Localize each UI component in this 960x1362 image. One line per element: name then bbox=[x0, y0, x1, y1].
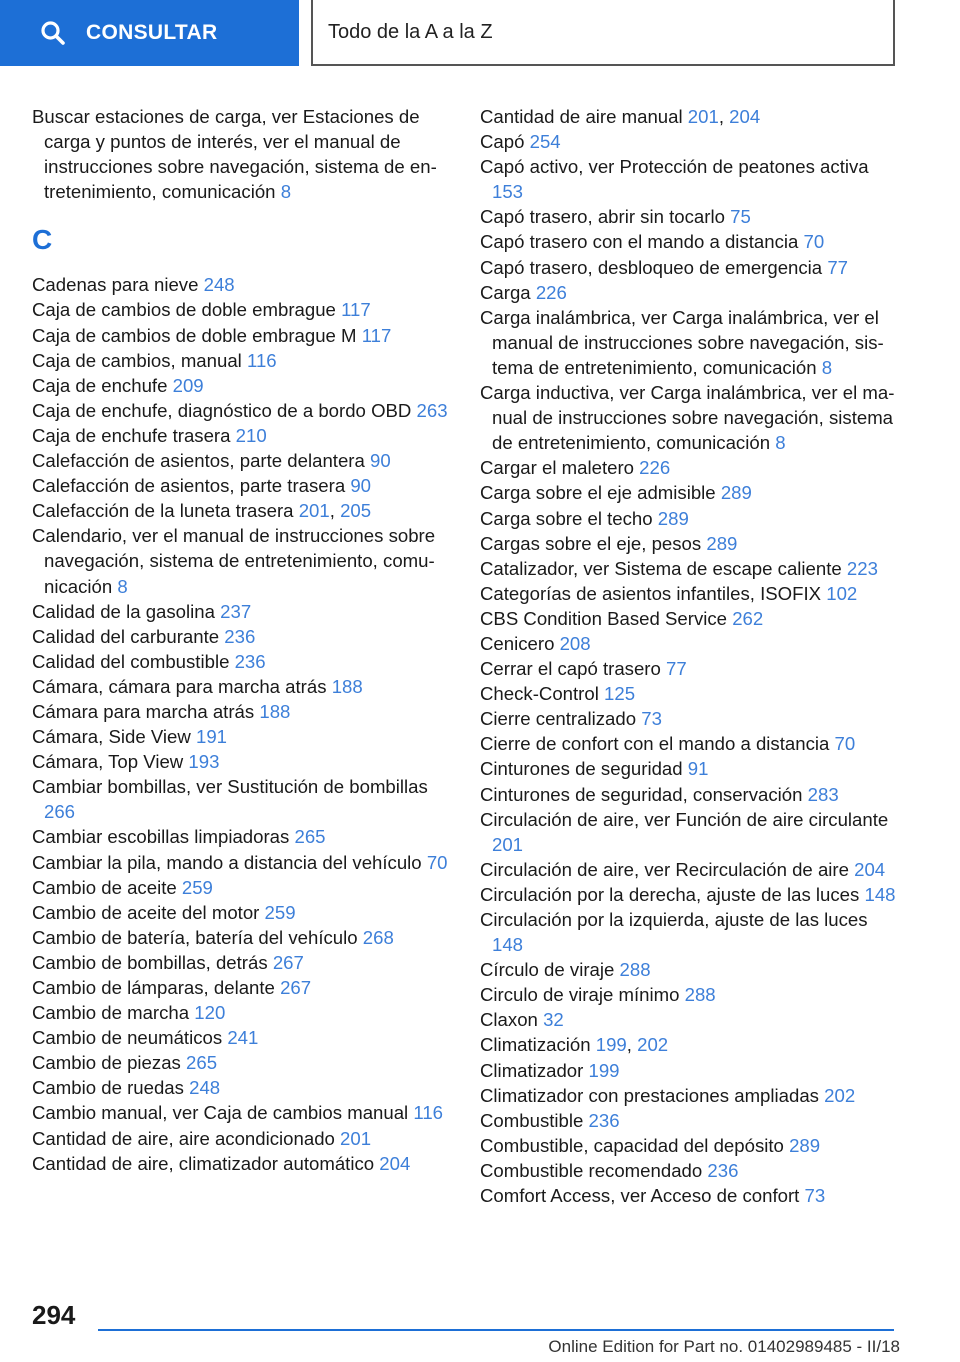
index-entry-text: Calidad del carburante bbox=[32, 625, 220, 647]
page-link[interactable]: 90 bbox=[370, 450, 391, 472]
index-entry bbox=[32, 875, 452, 900]
index-entry-text: Cambio de piezas bbox=[32, 1052, 181, 1074]
page-link[interactable]: 236 bbox=[224, 625, 256, 647]
index-entry-text: Cambio de lámparas, delante bbox=[32, 977, 275, 998]
page-link[interactable]: 153 bbox=[492, 181, 524, 203]
index-entry-text: Capó trasero, desbloqueo de emergencia bbox=[480, 256, 823, 278]
index-entry bbox=[480, 1083, 900, 1108]
index-entry bbox=[480, 280, 900, 305]
page-link[interactable]: 208 bbox=[559, 632, 591, 654]
tab-todo-a-z-label: Todo de la A a la Z bbox=[328, 20, 493, 43]
page-link[interactable]: 117 bbox=[341, 299, 371, 321]
index-entry-text: Claxon bbox=[480, 1009, 538, 1031]
index-entry-text: Cerrar el capó trasero bbox=[480, 658, 661, 680]
index-entry-text: Comfort Access, ver Acceso de confort bbox=[480, 1185, 800, 1207]
page-link[interactable]: 8 bbox=[821, 356, 833, 378]
page-number: 294 bbox=[32, 1300, 76, 1330]
index-entry-text: Combustible, capacidad del depósito bbox=[480, 1134, 784, 1156]
page-link[interactable]: 201 bbox=[340, 1127, 372, 1149]
page-link[interactable]: 259 bbox=[181, 876, 213, 898]
page-link[interactable]: 70 bbox=[426, 851, 448, 873]
index-entry-text: Circulación de aire, ver Función de aire circulante bbox=[480, 808, 889, 830]
page-link[interactable]: 262 bbox=[732, 607, 764, 629]
index-entry-text: Cambio de batería, batería del vehículo bbox=[32, 926, 358, 948]
index-entry bbox=[32, 975, 452, 1000]
index-entry bbox=[480, 656, 900, 681]
page-link[interactable]: 8 bbox=[280, 181, 292, 203]
page-link[interactable]: 265 bbox=[294, 826, 326, 848]
page-link[interactable]: 8 bbox=[117, 575, 128, 597]
index-entry bbox=[32, 624, 452, 649]
index-entry-text: Cambio de marcha bbox=[32, 1002, 190, 1024]
index-entry bbox=[480, 480, 900, 505]
index-entry bbox=[32, 1050, 452, 1075]
page-link[interactable]: 205 bbox=[340, 500, 372, 522]
index-entry: Climatización 199, 202 bbox=[480, 1034, 669, 1056]
index-entry bbox=[32, 523, 452, 598]
index-entry-text: Cambio manual, ver Caja de cambios manual bbox=[32, 1102, 409, 1124]
index-entry bbox=[32, 1025, 452, 1050]
index-entry-text: Caja de enchufe, diagnóstico de a bordo OBD bbox=[32, 399, 412, 421]
index-entry bbox=[32, 674, 452, 699]
index-entry-text: Carga sobre el eje admisible bbox=[480, 482, 716, 504]
index-entry bbox=[480, 506, 900, 531]
page-link[interactable]: 90 bbox=[350, 475, 372, 497]
index-entry bbox=[480, 229, 900, 254]
page-link[interactable]: 91 bbox=[687, 758, 709, 780]
index-entry-text: Cargas sobre el eje, pesos bbox=[480, 532, 702, 554]
index-entry bbox=[32, 1075, 452, 1100]
index-entry bbox=[480, 807, 900, 857]
index-entry bbox=[32, 599, 452, 624]
page-link[interactable]: 148 bbox=[492, 934, 524, 956]
page-link[interactable]: 116 bbox=[413, 1102, 444, 1124]
index-entry-text: Cámara, Top View bbox=[32, 751, 184, 773]
index-entry bbox=[480, 1058, 900, 1083]
index-entry-text: Cámara, cámara para marcha atrás bbox=[32, 675, 327, 697]
index-entry-text: Calefacción de asientos, parte trasera bbox=[32, 475, 346, 497]
index-entry-text: Cenicero bbox=[480, 632, 555, 654]
index-entry bbox=[32, 950, 452, 975]
page-link[interactable]: 201 bbox=[687, 106, 719, 127]
index-entry-text: Cambio de aceite del motor bbox=[32, 901, 260, 923]
page-link[interactable]: 117 bbox=[361, 324, 392, 346]
index-entry-text: Calidad de la gasolina bbox=[32, 600, 215, 622]
index-entry bbox=[480, 581, 900, 606]
page-link[interactable]: 248 bbox=[203, 274, 235, 296]
index-entry-text: Capó trasero con el mando a distancia bbox=[480, 231, 799, 253]
section-letter: C bbox=[32, 224, 53, 256]
page-link[interactable]: 8 bbox=[775, 432, 786, 454]
index-entry-text: Climatización bbox=[480, 1034, 591, 1056]
index-entry bbox=[32, 104, 452, 204]
index-entry-text: Capó trasero, abrir sin tocarlo bbox=[480, 206, 725, 228]
page-link[interactable]: 77 bbox=[666, 658, 687, 680]
page-link[interactable]: 32 bbox=[543, 1009, 564, 1031]
index-entry: Calefacción de la luneta trasera 201, 205 bbox=[32, 500, 372, 522]
index-entry bbox=[480, 706, 900, 731]
index-entry-text: Círculo de viraje bbox=[480, 959, 615, 981]
index-entry bbox=[32, 925, 452, 950]
page-link[interactable]: 199 bbox=[595, 1034, 627, 1056]
index-entry-text: Caja de cambios de doble embrague bbox=[32, 299, 336, 321]
page-link[interactable]: 116 bbox=[246, 349, 277, 371]
page-link[interactable]: 226 bbox=[535, 281, 567, 303]
page-link[interactable]: 102 bbox=[826, 582, 858, 604]
index-entry-text: Cantidad de aire, aire acondicionado bbox=[32, 1127, 335, 1149]
index-entry-text: Caja de cambios, manual bbox=[32, 349, 242, 371]
page-link[interactable]: 70 bbox=[834, 733, 856, 755]
index-entry bbox=[480, 204, 900, 229]
index-entry bbox=[480, 1007, 900, 1032]
index-entry bbox=[32, 749, 452, 774]
index-entry-text: Cargar el maletero bbox=[480, 457, 634, 479]
page-link[interactable]: 289 bbox=[720, 482, 752, 504]
index-entry bbox=[32, 824, 452, 849]
index-entry bbox=[480, 129, 900, 154]
index-entry bbox=[32, 1100, 452, 1125]
index-entry-text: Cantidad de aire, climatizador automático bbox=[32, 1152, 375, 1174]
index-column-left bbox=[32, 104, 452, 1176]
index-entry bbox=[480, 255, 900, 280]
index-entry-text: Cambiar escobillas limpiadoras bbox=[32, 826, 290, 848]
index-entry-text: Cambio de aceite bbox=[32, 876, 177, 898]
index-entry bbox=[32, 473, 452, 498]
index-entry-text: Cámara, Side View bbox=[32, 726, 191, 748]
index-entry-text: Cambiar bombillas, ver Sustitución de bombillas bbox=[32, 776, 428, 798]
index-entry-text: Climatizador con prestaciones ampliadas bbox=[480, 1084, 819, 1106]
page-link[interactable]: 223 bbox=[846, 557, 878, 579]
index-entry bbox=[32, 323, 452, 348]
index-entry-text: Climatizador bbox=[480, 1059, 584, 1081]
index-entry: Cantidad de aire manual 201, 204 bbox=[480, 106, 761, 127]
index-entry-text: Capó activo, ver Protección de peatones activa bbox=[480, 156, 869, 178]
page-link[interactable]: 188 bbox=[259, 700, 291, 722]
page-link[interactable]: 259 bbox=[264, 901, 296, 923]
index-entry bbox=[480, 957, 900, 982]
page-link[interactable]: 209 bbox=[172, 374, 204, 396]
page-link[interactable]: 289 bbox=[657, 507, 689, 529]
page-link[interactable]: 265 bbox=[186, 1052, 218, 1074]
page-link[interactable]: 75 bbox=[730, 206, 751, 228]
index-entry-text: Categorías de asientos infantiles, ISOFIX bbox=[480, 582, 822, 604]
index-entry-text: Cambio de neumáticos bbox=[32, 1027, 223, 1049]
index-entry-text: Cambio de ruedas bbox=[32, 1077, 184, 1099]
footer-divider bbox=[98, 1329, 894, 1331]
page-link[interactable]: 236 bbox=[707, 1159, 739, 1181]
index-entry-text: Cadenas para nieve bbox=[32, 274, 199, 296]
page-link[interactable]: 237 bbox=[220, 600, 252, 622]
index-entry bbox=[32, 1000, 452, 1025]
index-entry-text: Calidad del combustible bbox=[32, 650, 230, 672]
page-link[interactable]: 283 bbox=[807, 783, 839, 805]
page-link[interactable]: 236 bbox=[588, 1109, 620, 1131]
index-entry bbox=[480, 731, 900, 756]
page-link[interactable]: 120 bbox=[194, 1002, 226, 1024]
index-entry bbox=[480, 631, 900, 656]
index-entry-text: Cinturones de seguridad, conservación bbox=[480, 783, 803, 805]
index-entry bbox=[480, 681, 900, 706]
index-entry bbox=[480, 907, 900, 957]
index-entry-text: Carga inductiva, ver Carga inalámbrica, ver el manual de instrucciones sobre navegación, sistema de entretenimiento, comunicación bbox=[480, 382, 895, 454]
index-entry bbox=[32, 373, 452, 398]
index-entry-text: Carga bbox=[480, 281, 531, 303]
index-entry-text: Calefacción de asientos, parte delantera bbox=[32, 450, 365, 472]
page-link[interactable]: 201 bbox=[492, 833, 524, 855]
index-entry bbox=[32, 699, 452, 724]
index-entry bbox=[480, 380, 900, 455]
index-entry-text: Catalizador, ver Sistema de escape caliente bbox=[480, 557, 842, 579]
page-link[interactable]: 73 bbox=[641, 708, 662, 730]
page-link[interactable]: 254 bbox=[529, 131, 561, 153]
page-link[interactable]: 289 bbox=[706, 532, 738, 554]
index-entry-text: Cinturones de seguridad bbox=[480, 758, 683, 780]
index-entry bbox=[480, 556, 900, 581]
page-link[interactable]: 241 bbox=[227, 1027, 259, 1049]
index-entry-text: Check-Control bbox=[480, 683, 599, 705]
index-entry bbox=[32, 1126, 452, 1151]
page-link[interactable]: 267 bbox=[272, 951, 304, 973]
page-link[interactable]: 268 bbox=[362, 926, 394, 948]
page-link[interactable]: 193 bbox=[188, 751, 220, 773]
index-entry bbox=[480, 882, 900, 907]
page-link[interactable]: 248 bbox=[189, 1077, 221, 1099]
page-link[interactable]: 263 bbox=[416, 399, 448, 421]
index-entry bbox=[480, 857, 900, 882]
index-entry bbox=[32, 1151, 452, 1176]
index-entry-text: Combustible bbox=[480, 1109, 584, 1131]
index-entry bbox=[32, 398, 452, 423]
consultar-label: CONSULTAR bbox=[86, 21, 218, 44]
page-link[interactable]: 289 bbox=[789, 1134, 821, 1156]
page-link[interactable]: 204 bbox=[854, 858, 886, 880]
index-entry-text: Caja de enchufe trasera bbox=[32, 424, 231, 446]
index-entry bbox=[32, 272, 452, 297]
index-entry-text: Caja de cambios de doble embrague M bbox=[32, 324, 357, 346]
page-link[interactable]: 288 bbox=[619, 959, 651, 981]
index-entry bbox=[32, 850, 452, 875]
index-entry bbox=[32, 448, 452, 473]
page-link[interactable]: 202 bbox=[637, 1034, 669, 1056]
page-link[interactable]: 202 bbox=[824, 1084, 856, 1106]
index-entry bbox=[480, 756, 900, 781]
index-entry bbox=[32, 297, 452, 322]
index-entry-text: Carga inalámbrica, ver Carga inalámbrica, ver el manual de instrucciones sobre navegación, sistema de entretenimiento, comunicación bbox=[480, 306, 884, 378]
edition-text: Online Edition for Part no. 01402989485 - II/18 bbox=[548, 1337, 900, 1356]
index-entry bbox=[32, 774, 452, 824]
index-entry-text: Capó bbox=[480, 131, 525, 153]
page-link[interactable]: 77 bbox=[827, 256, 849, 278]
index-entry-text: Circulación por la izquierda, ajuste de las luces bbox=[480, 909, 868, 930]
index-entry-text: Combustible recomendado bbox=[480, 1159, 703, 1181]
page-link[interactable]: 125 bbox=[604, 683, 636, 705]
page-link[interactable]: 201 bbox=[298, 500, 330, 522]
page-link[interactable]: 73 bbox=[804, 1185, 826, 1207]
index-entry bbox=[480, 1183, 900, 1208]
index-entry bbox=[480, 455, 900, 480]
index-entry-text: Circulo de viraje mínimo bbox=[480, 984, 680, 1006]
index-entry bbox=[480, 1133, 900, 1158]
tab-todo-a-z[interactable] bbox=[311, 0, 895, 66]
index-entry bbox=[32, 724, 452, 749]
page-link[interactable]: 226 bbox=[639, 457, 671, 479]
page-link[interactable]: 210 bbox=[235, 424, 267, 446]
index-entry-text: Cámara para marcha atrás bbox=[32, 700, 255, 722]
index-entry-text: Caja de enchufe bbox=[32, 374, 168, 396]
index-entry-text: Cambio de bombillas, detrás bbox=[32, 951, 268, 973]
page-link[interactable]: 288 bbox=[684, 984, 716, 1006]
page-link[interactable]: 148 bbox=[864, 883, 896, 905]
index-column-right bbox=[480, 104, 900, 1208]
index-entry-text: Carga sobre el techo bbox=[480, 507, 653, 529]
page-link[interactable]: 199 bbox=[588, 1059, 620, 1081]
index-entry bbox=[480, 154, 900, 204]
index-entry-text: Cierre centralizado bbox=[480, 708, 637, 730]
page-link[interactable]: 236 bbox=[234, 650, 266, 672]
index-entry-text: Calefacción de la luneta trasera bbox=[32, 500, 294, 522]
search-icon bbox=[40, 20, 66, 46]
page-link[interactable]: 188 bbox=[331, 675, 363, 697]
index-entry bbox=[32, 423, 452, 448]
index-entry-text: Cierre de confort con el mando a distancia bbox=[480, 733, 830, 755]
page-link[interactable]: 266 bbox=[44, 801, 76, 823]
page-link[interactable]: 267 bbox=[280, 977, 312, 998]
index-entry bbox=[32, 348, 452, 373]
index-entry bbox=[480, 531, 900, 556]
page-link[interactable]: 204 bbox=[379, 1152, 411, 1174]
index-entry-text: Circulación por la derecha, ajuste de las luces bbox=[480, 883, 860, 905]
page-link[interactable]: 70 bbox=[803, 231, 825, 253]
header-bar bbox=[0, 0, 960, 66]
index-entry bbox=[480, 1158, 900, 1183]
page-link[interactable]: 204 bbox=[729, 106, 761, 127]
index-entry bbox=[480, 606, 900, 631]
index-entry-text: Buscar estaciones de carga, ver Estaciones de carga y puntos de interés, ver el manual de instrucciones sobre navegación, sistema de entretenimiento, comunicación bbox=[32, 106, 437, 203]
index-entry bbox=[480, 1108, 900, 1133]
page-link[interactable]: 191 bbox=[195, 726, 228, 748]
index-entry bbox=[480, 305, 900, 380]
index-entry bbox=[480, 782, 900, 807]
index-entry-text: Cantidad de aire manual bbox=[480, 106, 683, 127]
index-entry bbox=[32, 900, 452, 925]
consultar-button[interactable] bbox=[0, 0, 299, 66]
index-entry-text: CBS Condition Based Service bbox=[480, 607, 728, 629]
index-entry bbox=[32, 649, 452, 674]
index-entry-text: Cambiar la pila, mando a distancia del vehículo bbox=[32, 851, 422, 873]
index-entry-text: Circulación de aire, ver Recirculación de aire bbox=[480, 858, 849, 880]
index-entry bbox=[480, 982, 900, 1007]
index-entry-text: Calendario, ver el manual de instrucciones sobre navegación, sistema de entretenimiento, comunicación bbox=[32, 525, 436, 597]
